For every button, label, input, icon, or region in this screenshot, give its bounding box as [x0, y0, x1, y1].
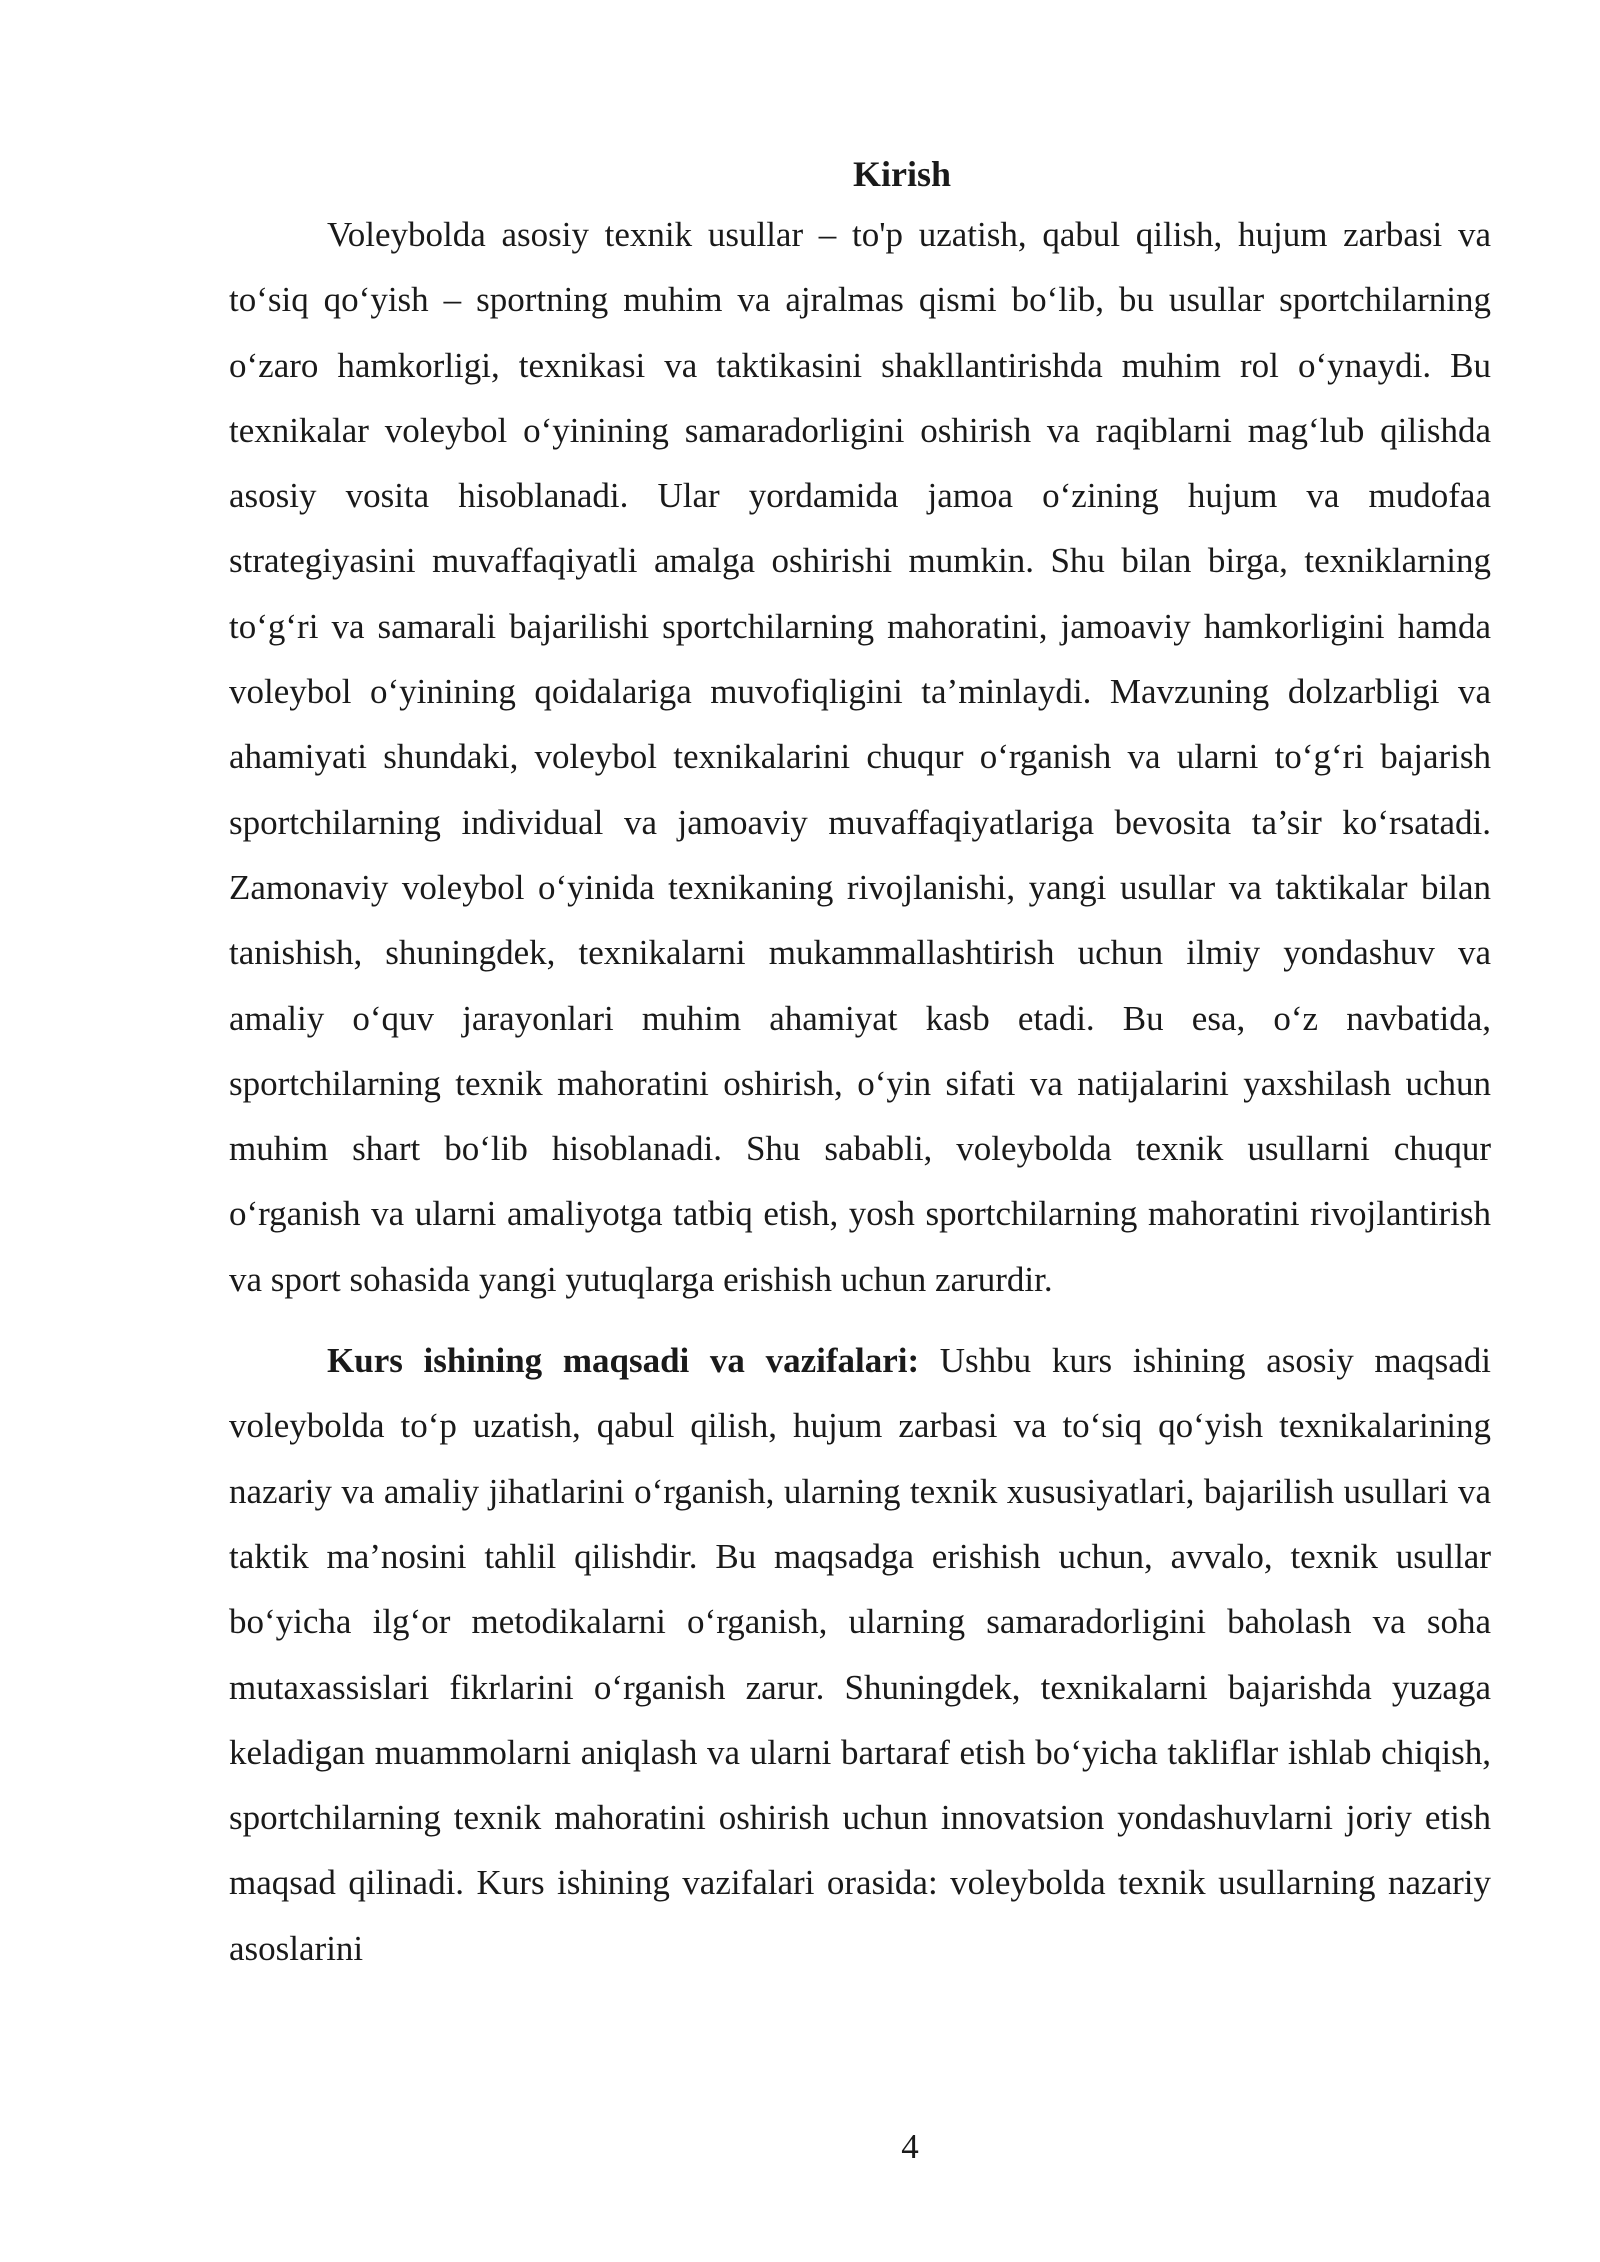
- document-page: [229, 148, 1491, 1981]
- intro-paragraph: [229, 202, 1491, 1312]
- paragraph-lead: Kurs ishining maqsadi va vazifalari:: [327, 1341, 920, 1381]
- section-heading: Kirish: [852, 154, 951, 194]
- paragraph-text: Voleybolda asosiy texnik usullar – to'p uzatish, qabul qilish, hujum zarbasi va to‘siq qo‘yish – sportning muhim va ajralmas qismi bo‘lib, bu usullar sportchilarning o‘zaro hamkorligi, texnikasi va taktikasini shakllantirishda muhim rol o‘ynaydi. Bu texnikalar voleybol o‘yinining samaradorligini oshirish va raqiblarni mag‘lub qilishda asosiy vosita hisoblanadi. Ular yordamida jamoa o‘zining hujum va mudofaa strategiyasini muvaffaqiyatli amalga oshirishi mumkin. Shu bilan birga, texniklarning to‘g‘ri va samarali bajarilishi sportchilarning mahoratini, jamoaviy hamkorligini hamda voleybol o‘yinining qoidalariga muvofiqligini ta’minlaydi. Mavzuning dolzarbligi va ahamiyati shundaki, voleybol texnikalarini chuqur o‘rganish va ularni to‘g‘ri bajarish sportchilarning individual va jamoaviy muvaffaqiyatlariga bevosita ta’sir ko‘rsatadi. Zamonaviy voleybol o‘yinida texnikaning rivojlanishi, yangi usullar va taktikalar bilan tanishish, shuningdek, texnikalarni mukammallashtirish uchun ilmiy yondashuv va amaliy o‘quv jarayonlari muhim ahamiyat kasb etadi. Bu esa, o‘z navbatida, sportchilarning texnik mahoratini oshirish, o‘yin sifati va natijalarini yaxshilash uchun muhim shart bo‘lib hisoblanadi. Shu sababli, voleybolda texnik usullarni chuqur o‘rganish va ularni amaliyotga tatbiq etish, yosh sportchilarning mahoratini rivojlantirish va sport sohasida yangi yutuqlarga erishish uchun zarurdir.: [229, 215, 1491, 1299]
- paragraph-text: Ushbu kurs ishining asosiy maqsadi voleybolda to‘p uzatish, qabul qilish, hujum zarbasi va to‘siq qo‘yish texnikalarining nazariy va amaliy jihatlarini o‘rganish, ularning texnik xususiyatlari, bajarilish usullari va taktik ma’nosini tahlil qilishdir. Bu maqsadga erishish uchun, avvalo, texnik usullar bo‘yicha ilg‘or metodikalarni o‘rganish, ularning samaradorligini baholash va soha mutaxassislari fikrlarini o‘rganish zarur. Shuningdek, texnikalarni bajarishda yuzaga keladigan muammolarni aniqlash va ularni bartaraf etish bo‘yicha takliflar ishlab chiqish, sportchilarning texnik mahoratini oshirish uchun innovatsion yondashuvlarni joriy etish maqsad qilinadi. Kurs ishining vazifalari orasida: voleybolda texnik usullarning nazariy asoslarini: [229, 1341, 1491, 1968]
- page-number: 4: [901, 2127, 919, 2166]
- aims-paragraph: [229, 1328, 1491, 1981]
